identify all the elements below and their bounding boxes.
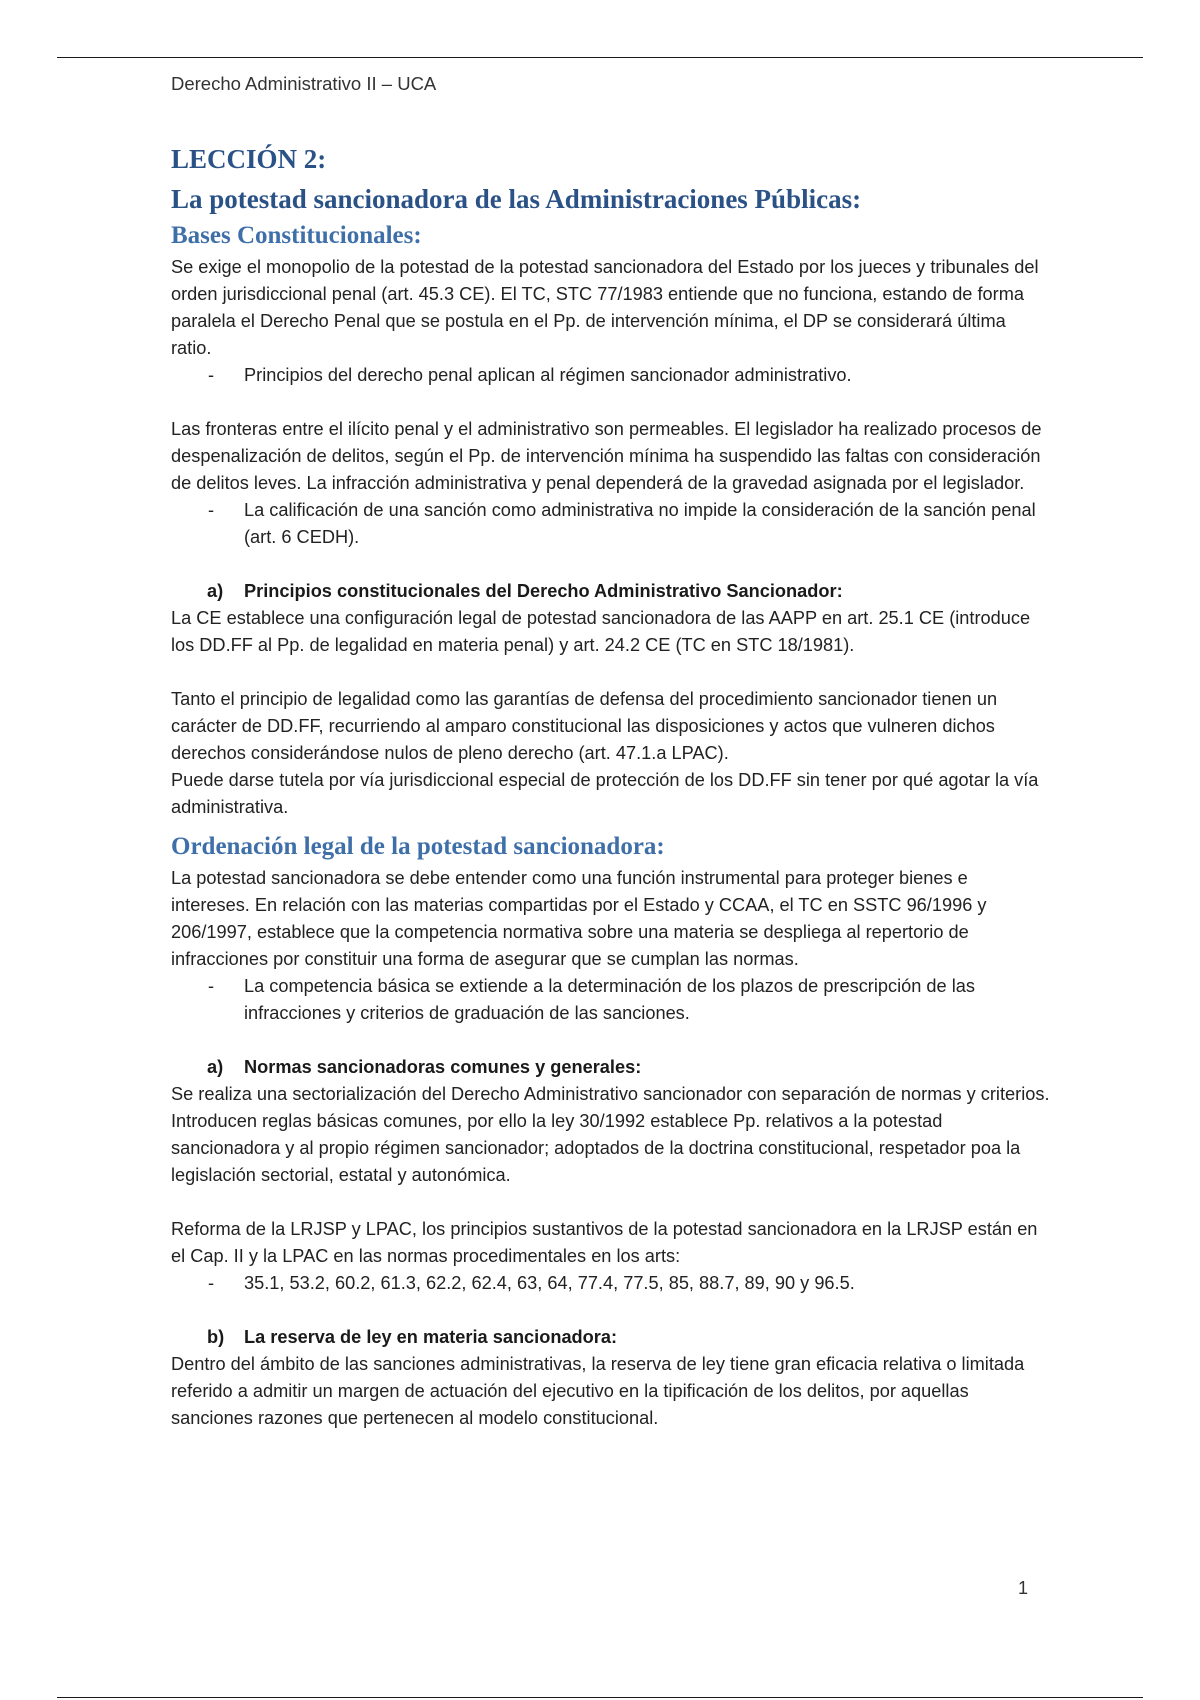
subheading-normas xyxy=(171,1054,1051,1081)
paragraph: Las fronteras entre el ilícito penal y el administrativo son permeables. El legislador ha realizado procesos de despenalización de delitos, según el Pp. de intervención mínima ha suspendido las faltas con consideración de delitos leves. La infracción administrativa y penal dependerá de la gravedad asignada por el legislador. xyxy=(171,419,1042,493)
paragraph: Dentro del ámbito de las sanciones administrativas, la reserva de ley tiene gran eficacia relativa o limitada referido a admitir un margen de actuación del ejecutivo en la tipificación de los delitos, por aquellas sanciones razones que pertenecen al modelo constitucional. xyxy=(171,1354,1025,1428)
dash-bullet-icon: - xyxy=(208,976,215,996)
list-item-text: 35.1, 53.2, 60.2, 61.3, 62.2, 62.4, 63, 64, 77.4, 77.5, 85, 88.7, 89, 90 y 96.5. xyxy=(244,1273,855,1293)
lesson-title-colon: : xyxy=(852,184,862,214)
top-rule xyxy=(57,57,1143,58)
list-item-text: La competencia básica se extiende a la determinación de los plazos de prescripción de las infracciones y criterios de graduación de las sanciones. xyxy=(244,976,975,1023)
lesson-title: La potestad sancionadora de las Administraciones Públicas xyxy=(171,184,853,214)
subheading-marker: a) xyxy=(207,581,224,601)
subheading-reserva xyxy=(171,1324,1051,1351)
page-body xyxy=(171,140,1051,1432)
paragraph: Tanto el principio de legalidad como las garantías de defensa del procedimiento sancionador tienen un carácter de DD.FF, recurriendo al amparo constitucional las disposiciones y actos que vulneren dichos derechos considerándose nulos de pleno derecho (art. 47.1.a LPAC). xyxy=(171,689,998,763)
running-header: Derecho Administrativo II – UCA xyxy=(171,73,437,94)
lesson-number: LECCIÓN 2: xyxy=(171,144,327,174)
paragraph: Puede darse tutela por vía jurisdiccional especial de protección de los DD.FF sin tener por qué agotar la vía administrativa. xyxy=(171,770,1039,817)
paragraph: Reforma de la LRJSP y LPAC, los principios sustantivos de la potestad sancionadora en la LRJSP están en el Cap. II y la LPAC en las normas procedimentales en los arts: xyxy=(171,1219,1038,1266)
list-item xyxy=(171,1270,1051,1297)
section-heading-ordenacion: Ordenación legal de la potestad sancionadora: xyxy=(171,833,665,860)
subheading-marker: b) xyxy=(207,1327,225,1347)
subheading-marker: a) xyxy=(207,1057,224,1077)
dash-bullet-icon: - xyxy=(208,500,215,520)
lesson-title-line xyxy=(171,180,1051,218)
paragraph: La CE establece una configuración legal de potestad sancionadora de las AAPP en art. 25.1 CE (introduce los DD.FF al Pp. de legalidad en materia penal) y art. 24.2 CE (TC en STC 18/1981). xyxy=(171,608,1031,655)
subheading-principios xyxy=(171,578,1051,605)
dash-bullet-icon: - xyxy=(208,1273,215,1293)
subheading-text: Principios constitucionales del Derecho Administrativo Sancionador: xyxy=(244,581,843,601)
subheading-text: Normas sancionadoras comunes y generales: xyxy=(244,1057,642,1077)
list-item xyxy=(171,497,1051,551)
page-number: 1 xyxy=(1018,1578,1029,1598)
section-heading-bases: Bases Constitucionales: xyxy=(171,222,422,249)
list-item xyxy=(171,362,1051,389)
paragraph: Se exige el monopolio de la potestad de la potestad sancionadora del Estado por los jueces y tribunales del orden jurisdiccional penal (art. 45.3 CE). El TC, STC 77/1983 entiende que no funciona, estando de forma paralela el Derecho Penal que se postula en el Pp. de intervención mínima, el DP se considerará última ratio. xyxy=(171,257,1039,358)
paragraph: La potestad sancionadora se debe entender como una función instrumental para proteger bienes e intereses. En relación con las materias compartidas por el Estado y CCAA, el TC en SSTC 96/1996 y 206/1997, establece que la competencia normativa sobre una materia se despliega al repertorio de infracciones por constituir una forma de asegurar que se cumplan las normas. xyxy=(171,868,987,969)
dash-bullet-icon: - xyxy=(208,365,215,385)
list-item xyxy=(171,973,1051,1027)
subheading-text: La reserva de ley en materia sancionadora: xyxy=(244,1327,618,1347)
paragraph: Se realiza una sectorialización del Derecho Administrativo sancionador con separación de normas y criterios. Introducen reglas básicas comunes, por ello la ley 30/1992 establece Pp. relativos a la potestad sancionadora y al propio régimen sancionador; adoptados de la doctrina constitucional, respetador poa la legislación sectorial, estatal y autonómica. xyxy=(171,1084,1050,1185)
list-item-text: Principios del derecho penal aplican al régimen sancionador administrativo. xyxy=(244,365,852,385)
list-item-text: La calificación de una sanción como administrativa no impide la consideración de la sanción penal (art. 6 CEDH). xyxy=(244,500,1036,547)
bottom-rule xyxy=(57,1697,1143,1698)
